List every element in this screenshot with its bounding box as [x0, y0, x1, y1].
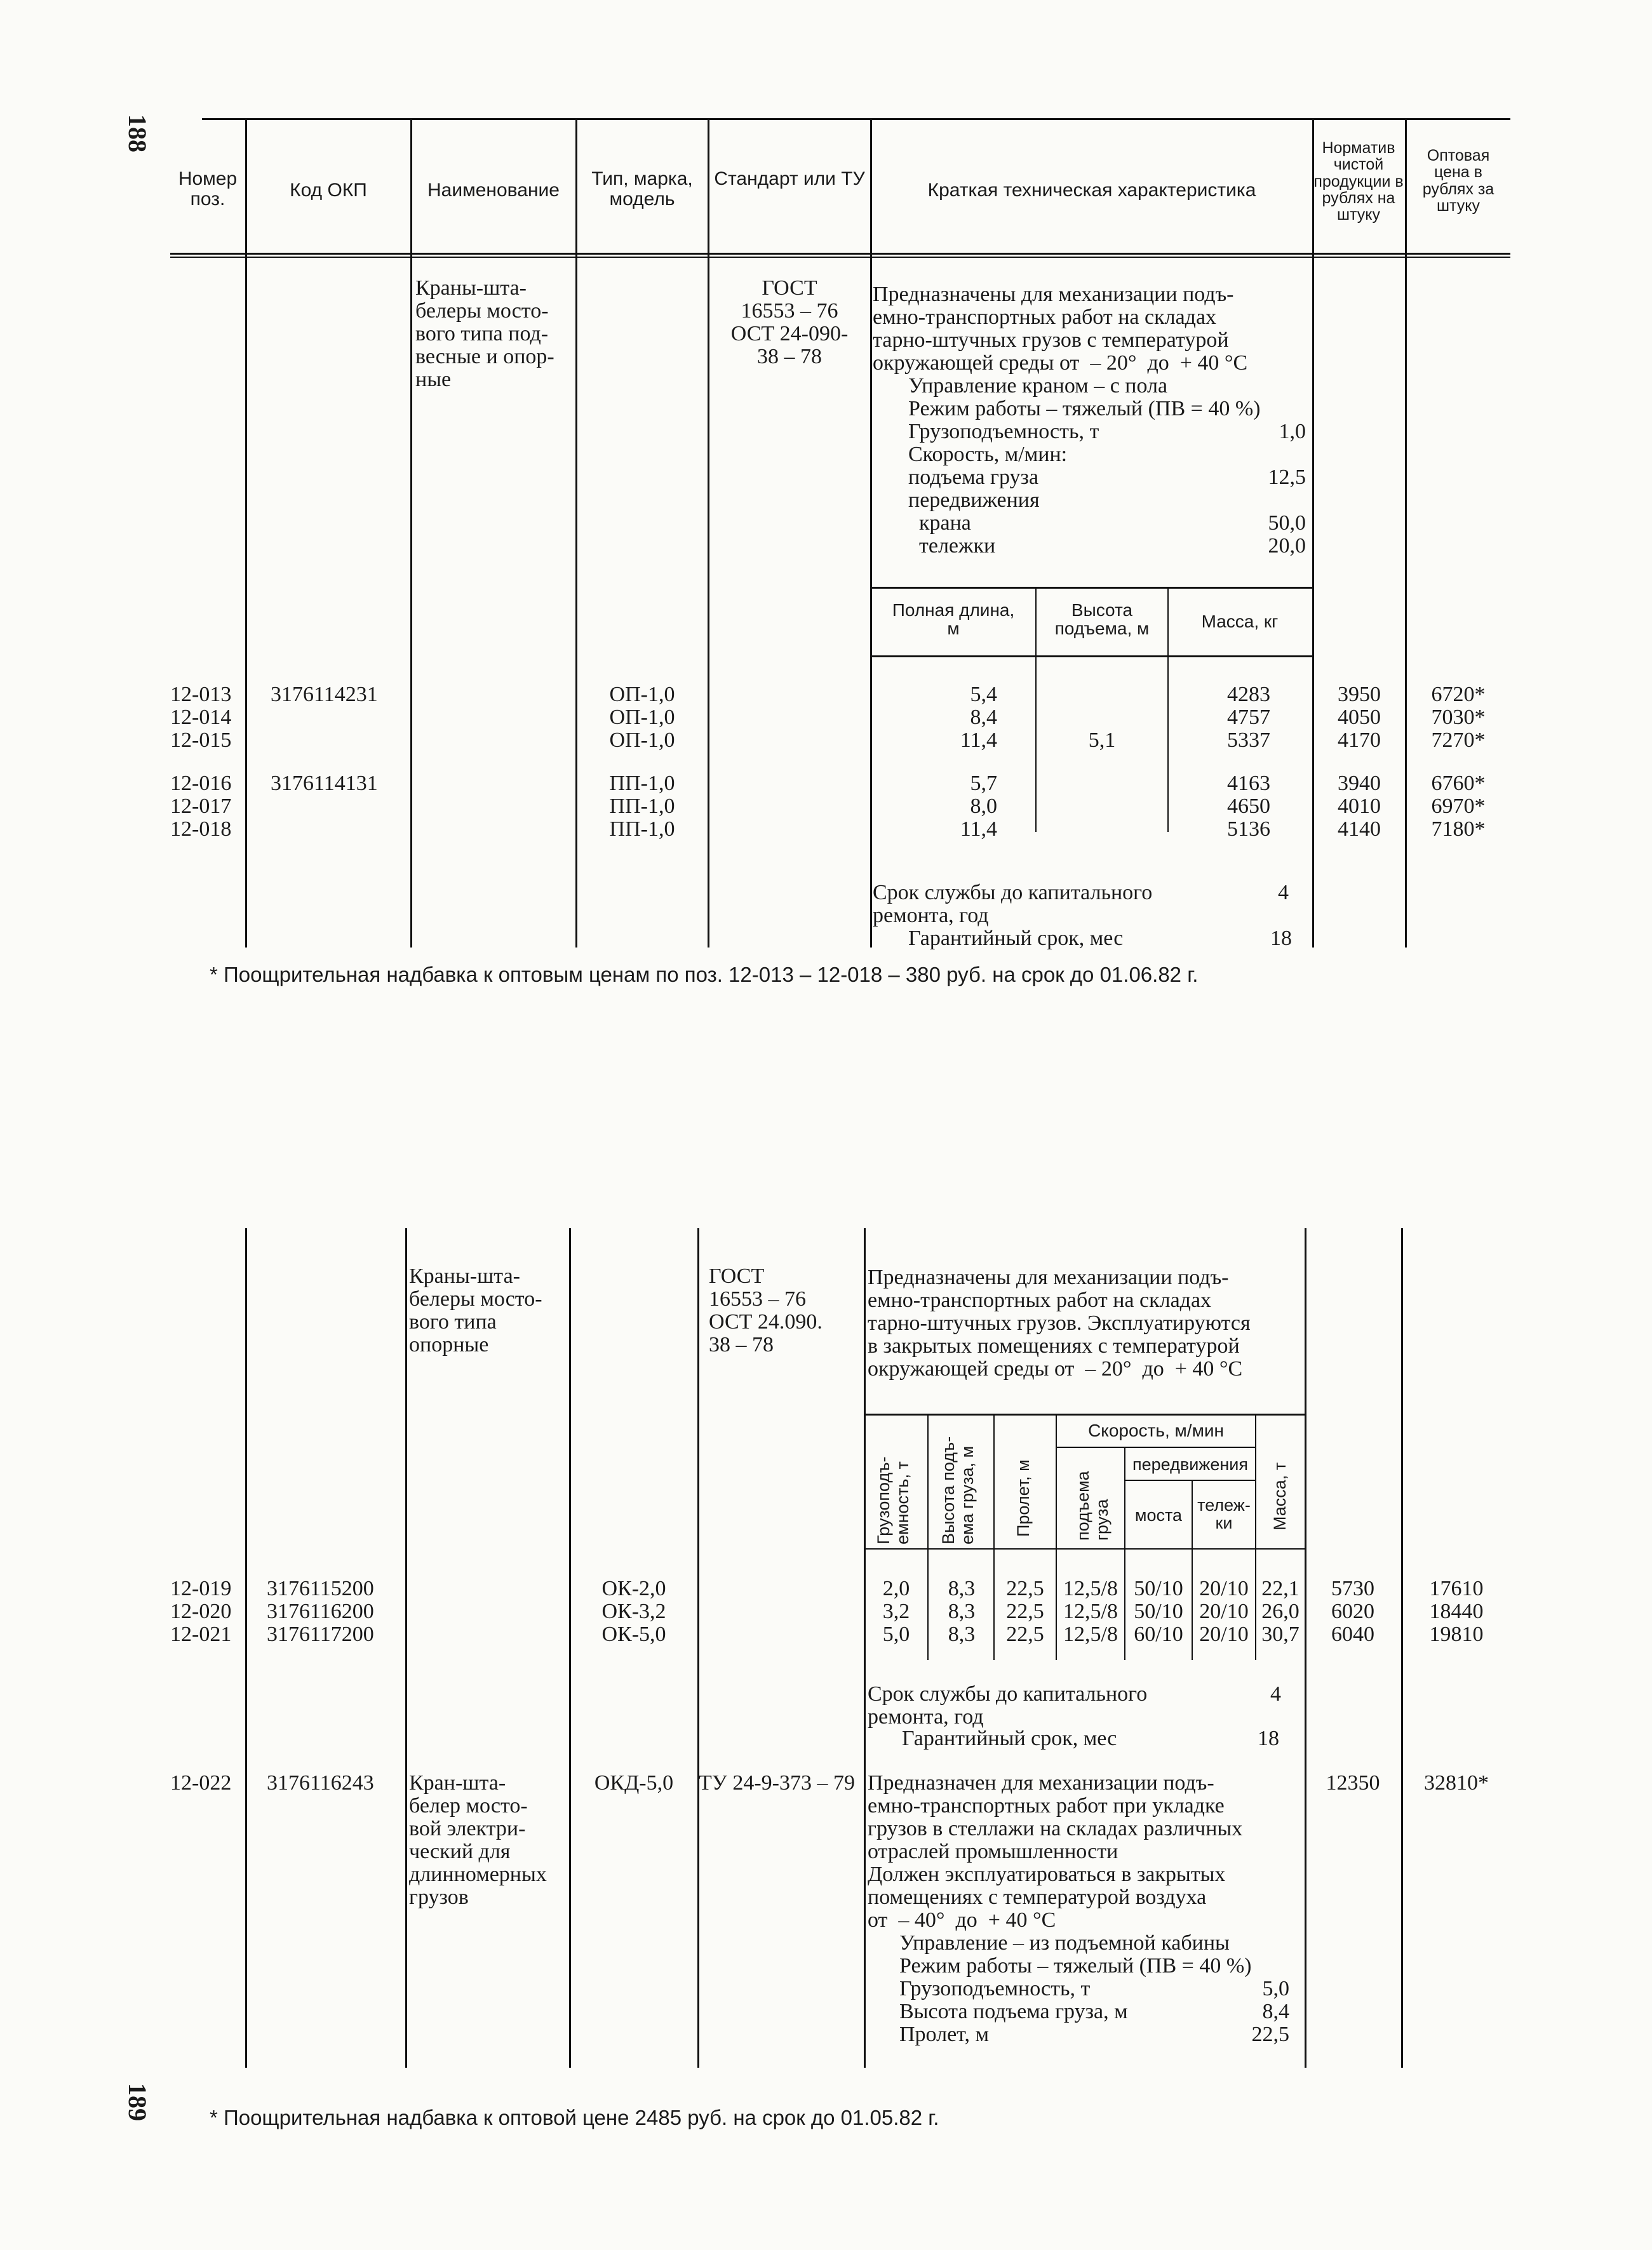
- row-price: 18440: [1429, 1600, 1484, 1623]
- subheader-height: Высота подъема, м: [1054, 600, 1150, 639]
- row-length: 11,4: [960, 817, 997, 841]
- row-mass: 4757: [1227, 706, 1270, 729]
- param-label: Управление – из подъемной кабины: [899, 1931, 1230, 1955]
- row-span: 22,5: [1006, 1623, 1044, 1646]
- param-label: подъема груза: [908, 465, 1039, 489]
- row-norm: 12350: [1326, 1771, 1380, 1795]
- param-value: 22,5: [1251, 2023, 1289, 2046]
- row-mass: 4650: [1227, 794, 1270, 818]
- section3-desc: Предназначен для механизации подъ- емно-транспортных работ при укладке грузов в стеллажи на складах различных отраслей промышленности Должен эксплуатироваться в закрытых помещениях с температурой воздуха от – 40° до + 40 °С: [868, 1771, 1243, 1932]
- footnote-top: * Поощрительная надбавка к оптовым ценам по поз. 12-013 – 12-018 – 380 руб. на срок до 01.06.82 г.: [210, 963, 1199, 986]
- row-price: 7180*: [1431, 817, 1486, 841]
- row-norm: 6020: [1331, 1600, 1374, 1623]
- row-price: 7030*: [1431, 706, 1486, 729]
- row-length: 11,4: [960, 728, 997, 752]
- row-bridge: 50/10: [1134, 1577, 1183, 1600]
- row-num: 12-021: [170, 1623, 232, 1646]
- row-norm: 4170: [1338, 728, 1381, 752]
- row-price: 6760*: [1431, 772, 1486, 795]
- row-mass: 22,1: [1261, 1577, 1299, 1600]
- param-value: 5,0: [1262, 1977, 1289, 2000]
- row-mass: 26,0: [1261, 1600, 1299, 1623]
- row-norm: 4010: [1338, 794, 1381, 818]
- footnote-bottom: * Поощрительная надбавка к оптовой цене 2485 руб. на срок до 01.05.82 г.: [210, 2106, 939, 2129]
- row-mass: 30,7: [1261, 1623, 1299, 1646]
- subheader-lift: подъема груза: [1073, 1471, 1111, 1541]
- param-label: Грузоподъемность, т: [899, 1977, 1091, 2000]
- row-length: 5,4: [970, 683, 997, 706]
- row-okp: 3176116200: [267, 1600, 374, 1623]
- subheader-length: Полная длина, м: [892, 600, 1015, 639]
- row-norm: 4140: [1338, 817, 1381, 841]
- row-okp: 3176116243: [267, 1771, 374, 1795]
- row-height: 8,3: [948, 1577, 976, 1600]
- row-span: 22,5: [1006, 1577, 1044, 1600]
- row-num: 12-013: [170, 683, 232, 706]
- param-label: Режим работы – тяжелый (ПВ = 40 %): [908, 397, 1261, 420]
- param-label: передвижения: [908, 488, 1040, 512]
- row-capacity: 5,0: [882, 1623, 910, 1646]
- row-num: 12-016: [170, 772, 232, 795]
- row-trolley: 20/10: [1199, 1577, 1249, 1600]
- subheader-travel: передвижения: [1132, 1455, 1248, 1474]
- subheader-bridge: моста: [1134, 1506, 1183, 1525]
- subheader-capacity: Грузоподъ- емность, т: [874, 1456, 912, 1544]
- row-okp: 3176114131: [271, 772, 378, 795]
- param-value: 12,5: [1268, 465, 1306, 489]
- row-norm: 5730: [1331, 1577, 1374, 1600]
- header-brief: Краткая техническая характеристика: [927, 180, 1256, 201]
- section2-standard: ГОСТ 16553 – 76 ОСТ 24.090. 38 – 78: [709, 1264, 823, 1356]
- param-value: 1,0: [1279, 420, 1306, 443]
- row-trolley: 20/10: [1199, 1623, 1249, 1646]
- row-type: ОК-5,0: [601, 1623, 666, 1646]
- row-standard: ТУ 24-9-373 – 79: [699, 1772, 855, 1795]
- row-lift: 12,5/8: [1063, 1600, 1118, 1623]
- row-type: ПП-1,0: [609, 794, 675, 818]
- section1-name: Краны-шта- белеры мосто- вого типа под- весные и опор- ные: [415, 276, 554, 391]
- section2-warranty: Гарантийный срок, мес: [902, 1727, 1117, 1750]
- header-num: Номер поз.: [178, 168, 238, 210]
- row-num: 12-017: [170, 794, 232, 818]
- row-type: ОП-1,0: [609, 683, 675, 706]
- row-price: 7270*: [1431, 728, 1486, 752]
- section2-desc: Предназначены для механизации подъ- емно-транспортных работ на складах тарно-штучных грузов. Эксплуатируются в закрытых помещениях с температурой окружающей среды от – 20° до + 40 °С: [868, 1266, 1251, 1381]
- row-mass: 4163: [1227, 772, 1270, 795]
- section1-warranty: Гарантийный срок, мес: [908, 927, 1124, 950]
- row-price: 6970*: [1431, 794, 1486, 818]
- row-price: 19810: [1429, 1623, 1484, 1646]
- row-lift: 12,5/8: [1063, 1577, 1118, 1600]
- page-number-bottom: 189: [123, 2083, 152, 2121]
- row-type: ПП-1,0: [609, 817, 675, 841]
- subheader-trolley: тележ- ки: [1197, 1496, 1251, 1533]
- row-height: 8,3: [948, 1623, 976, 1646]
- row-num: 12-014: [170, 706, 232, 729]
- param-label: Высота подъема груза, м: [899, 2000, 1128, 2023]
- param-label: крана: [908, 511, 971, 535]
- row-trolley: 20/10: [1199, 1600, 1249, 1623]
- subheader-span: Пролет, м: [1014, 1459, 1033, 1537]
- param-value: 8,4: [1262, 2000, 1289, 2023]
- row-norm: 4050: [1338, 706, 1381, 729]
- row-length: 8,0: [970, 794, 997, 818]
- section1-desc: Предназначены для механизации подъ- емно-транспортных работ на складах тарно-штучных грузов с температурой окружающей среды от – 20° до + 40 °С: [873, 283, 1248, 375]
- header-price: Оптовая цена в рублях за штуку: [1422, 147, 1494, 215]
- header-type: Тип, марка, модель: [591, 168, 693, 210]
- row-span: 22,5: [1006, 1600, 1044, 1623]
- row-okp: 3176117200: [267, 1623, 374, 1646]
- row-lift: 12,5/8: [1063, 1623, 1118, 1646]
- section2-service-life: Срок службы до капитального ремонта, год: [868, 1682, 1148, 1729]
- header-name: Наименование: [427, 180, 560, 201]
- subheader-speed: Скорость, м/мин: [1088, 1421, 1224, 1440]
- param-label: Скорость, м/мин:: [908, 443, 1068, 466]
- section1-service-life-value: 4: [1278, 881, 1289, 904]
- row-type: ОП-1,0: [609, 706, 675, 729]
- row-num: 12-022: [170, 1771, 232, 1795]
- row-price: 17610: [1429, 1577, 1484, 1600]
- param-label: Грузоподъемность, т: [908, 420, 1099, 443]
- section2-name: Краны-шта- белеры мосто- вого типа опорные: [409, 1264, 542, 1356]
- header-okp: Код ОКП: [290, 180, 367, 201]
- page-number-top: 188: [123, 114, 152, 152]
- param-value: 20,0: [1268, 534, 1306, 558]
- section2-service-life-value: 4: [1270, 1682, 1281, 1706]
- row-mass: 4283: [1227, 683, 1270, 706]
- row-bridge: 50/10: [1134, 1600, 1183, 1623]
- param-label: Управление краном – с пола: [908, 374, 1168, 398]
- row-norm: 6040: [1331, 1623, 1374, 1646]
- row-norm: 3950: [1338, 683, 1381, 706]
- row-mass: 5337: [1227, 728, 1270, 752]
- row-type: ОП-1,0: [609, 728, 675, 752]
- row-height: 8,3: [948, 1600, 976, 1623]
- subheader-mass: Масса, т: [1270, 1462, 1289, 1530]
- param-label: Режим работы – тяжелый (ПВ = 40 %): [899, 1954, 1252, 1978]
- subheader-height: Высота подъ- ема груза, м: [939, 1436, 977, 1544]
- row-num: 12-019: [170, 1577, 232, 1600]
- row-bridge: 60/10: [1134, 1623, 1183, 1646]
- row-price: 32810*: [1424, 1771, 1489, 1795]
- section3-name: Кран-шта- белер мосто- вой электри- ческий для длинномерных грузов: [409, 1771, 547, 1909]
- row-capacity: 2,0: [882, 1577, 910, 1600]
- row-length: 8,4: [970, 706, 997, 729]
- param-value: 50,0: [1268, 511, 1306, 535]
- row-okp: 3176115200: [267, 1577, 374, 1600]
- row-type: ОК-2,0: [601, 1577, 666, 1600]
- header-norm: Норматив чистой продукции в рублях на штуку: [1313, 139, 1404, 224]
- row-type: ПП-1,0: [609, 772, 675, 795]
- param-label: Пролет, м: [899, 2023, 989, 2046]
- row-height: 5,1: [1088, 728, 1116, 752]
- section2-warranty-value: 18: [1258, 1727, 1279, 1750]
- row-norm: 3940: [1338, 772, 1381, 795]
- subheader-mass: Масса, кг: [1201, 612, 1279, 631]
- row-num: 12-020: [170, 1600, 232, 1623]
- section1-standard: ГОСТ 16553 – 76 ОСТ 24-090- 38 – 78: [730, 276, 849, 368]
- row-num: 12-015: [170, 728, 232, 752]
- header-standard: Стандарт или ТУ: [714, 168, 865, 189]
- row-type: ОКД-5,0: [594, 1771, 674, 1795]
- row-price: 6720*: [1431, 683, 1486, 706]
- section1-warranty-value: 18: [1270, 927, 1292, 950]
- row-mass: 5136: [1227, 817, 1270, 841]
- row-length: 5,7: [970, 772, 997, 795]
- row-okp: 3176114231: [271, 683, 378, 706]
- row-capacity: 3,2: [882, 1600, 910, 1623]
- param-label: тележки: [908, 534, 996, 558]
- row-num: 12-018: [170, 817, 232, 841]
- row-type: ОК-3,2: [601, 1600, 666, 1623]
- section1-service-life: Срок службы до капитального ремонта, год: [873, 881, 1153, 927]
